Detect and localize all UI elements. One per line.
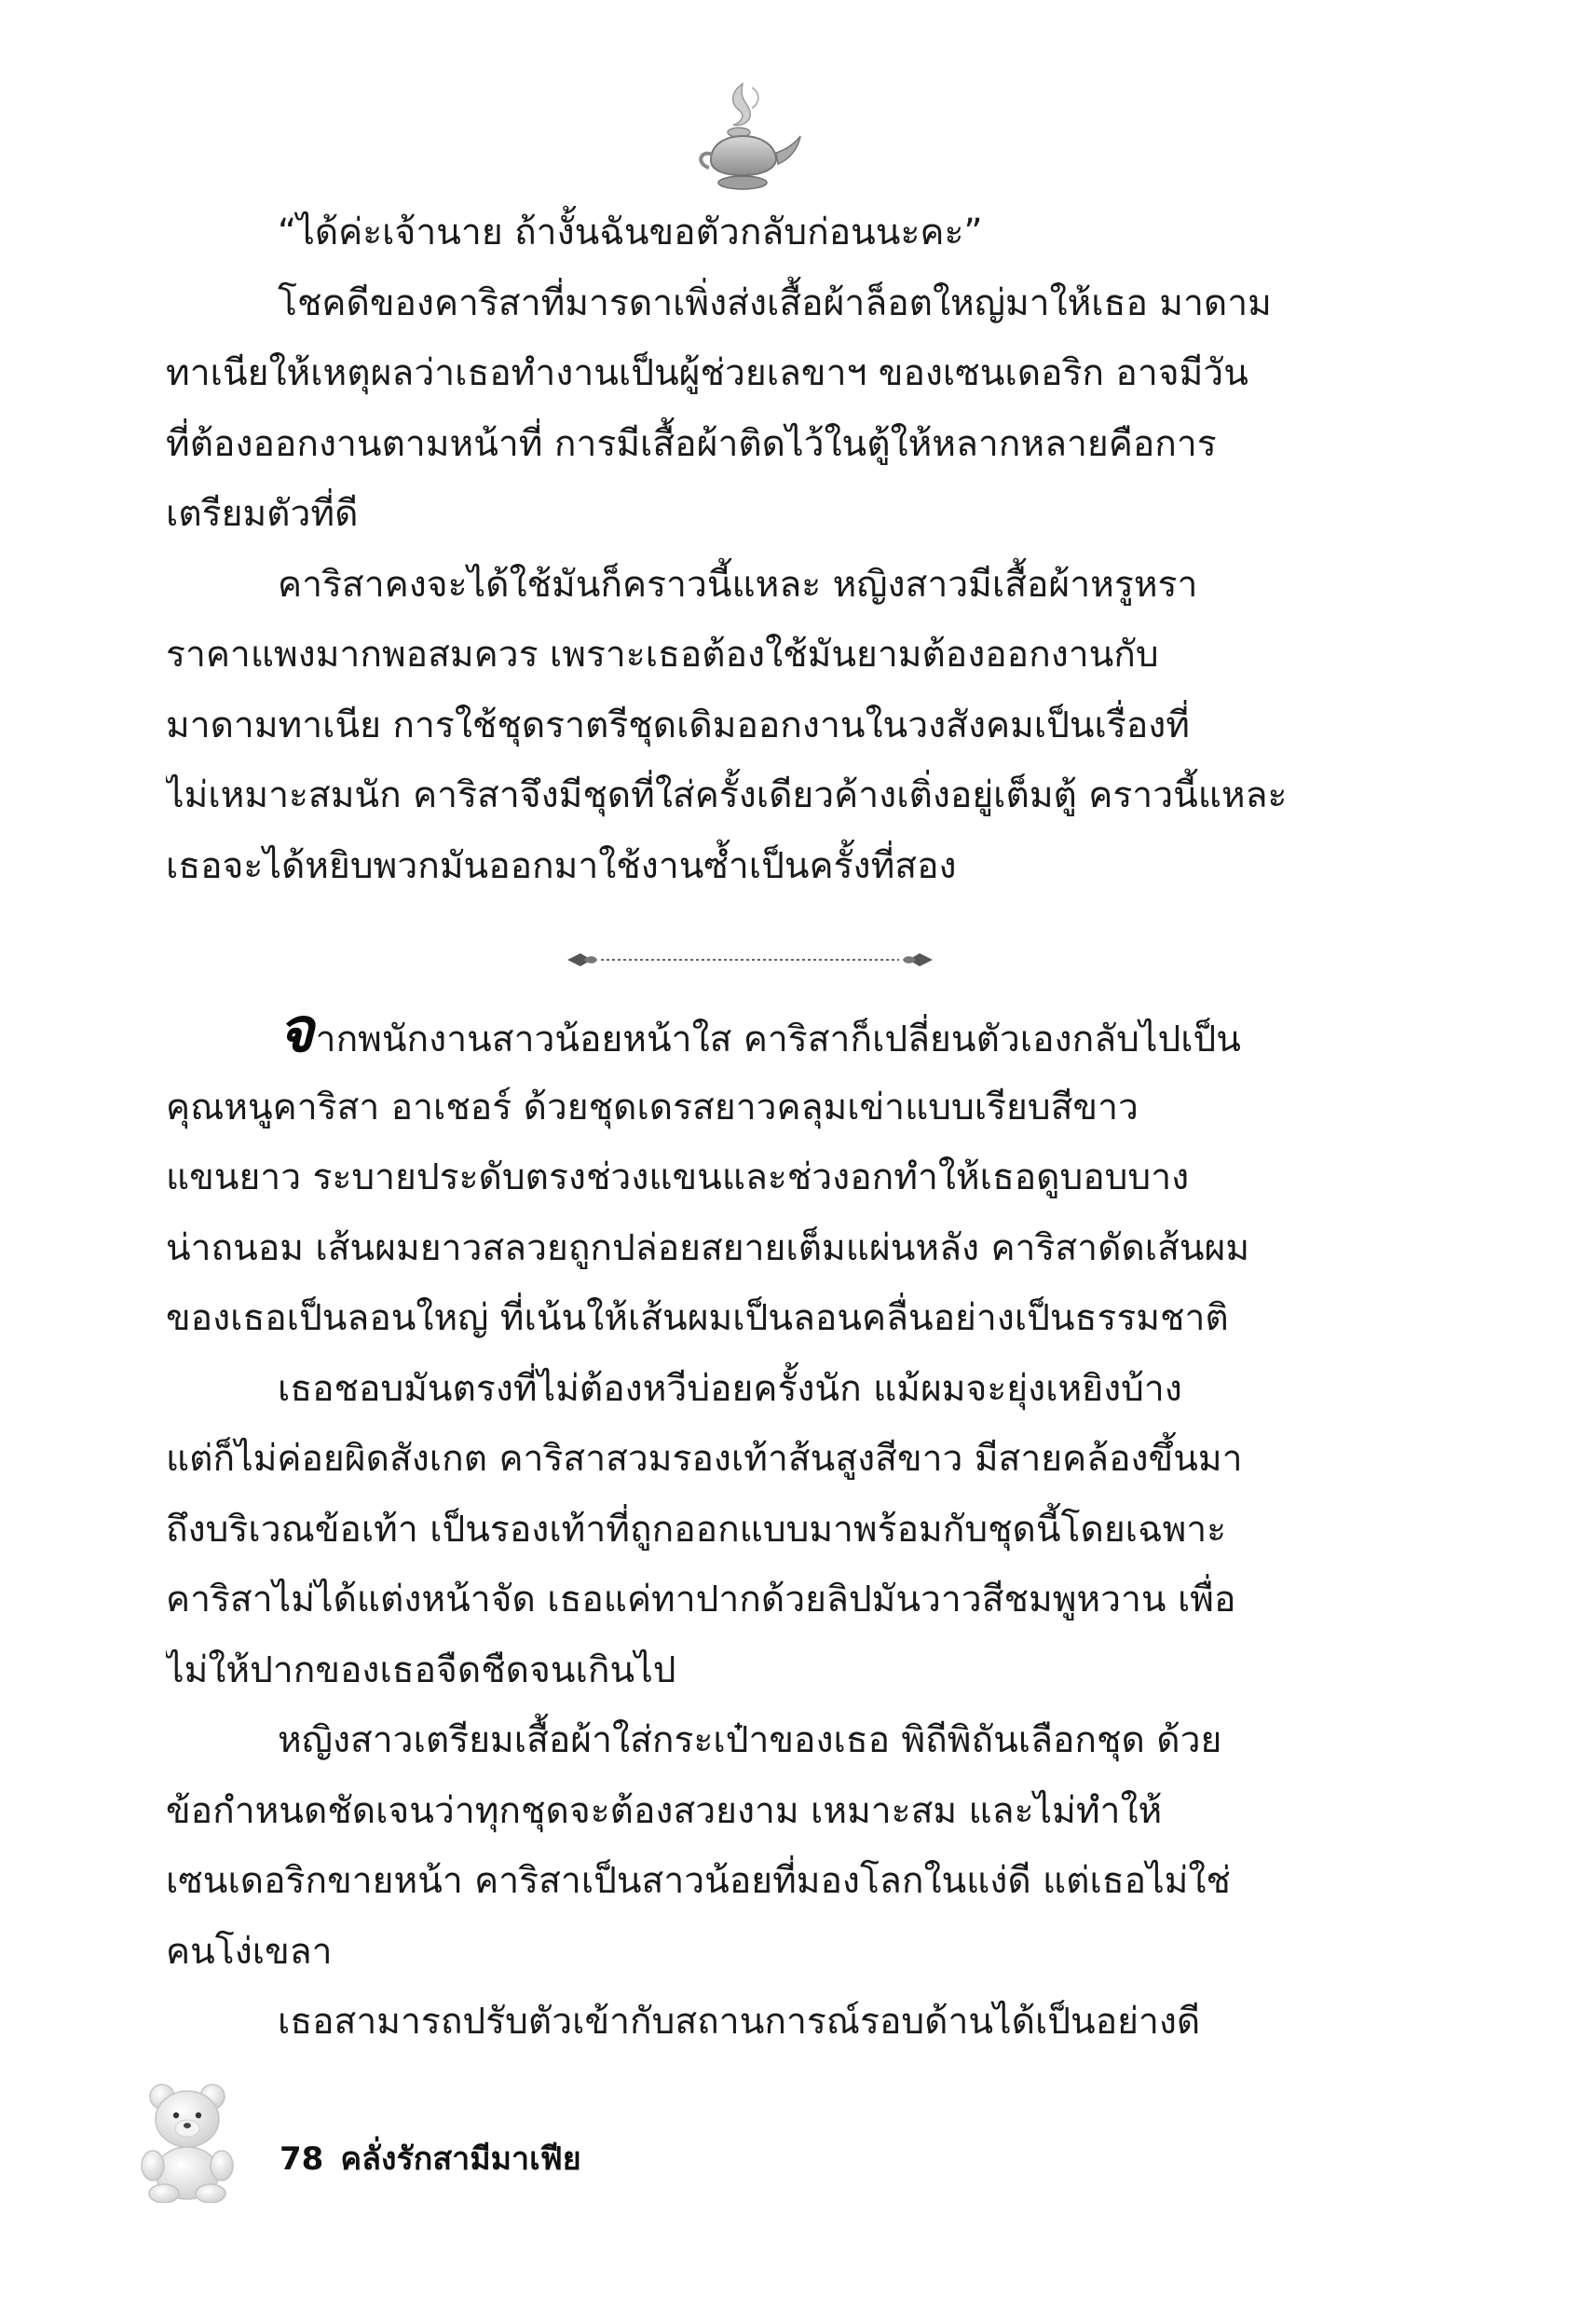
text-line: เตรียมตัวที่ดี xyxy=(166,493,359,535)
text-block-top xyxy=(166,198,1330,901)
ornamental-divider-icon xyxy=(564,948,936,972)
text-line: เธอสามารถปรับตัวเข้ากับสถานการณ์รอบด้านได้เป็นอย่างดี xyxy=(278,2001,1201,2043)
drop-cap: จ xyxy=(278,1002,314,1066)
text-block-bottom xyxy=(166,1002,1330,2058)
text-line: น่าถนอม เส้นผมยาวสลวยถูกปล่อยสยายเต็มแผ่นหลัง คาริสาดัดเส้นผม xyxy=(166,1226,1250,1269)
text-line xyxy=(166,1002,1330,1073)
page-footer xyxy=(280,2136,581,2182)
text-line: คนโง่เขลา xyxy=(166,1930,333,1973)
text-line: คุณหนูคาริสา อาเชอร์ ด้วยชุดเดรสยาวคลุมเข่าแบบเรียบสีขาว xyxy=(166,1086,1139,1128)
text-line: เธอชอบมันตรงที่ไม่ต้องหวีบ่อยครั้งนัก แม้ผมจะยุ่งเหยิงบ้าง xyxy=(278,1367,1182,1410)
genie-lamp-icon xyxy=(685,75,806,205)
first-line-text: ากพนักงานสาวน้อยหน้าใส คาริสาก็เปลี่ยนตัวเองกลับไปเป็น xyxy=(315,1019,1241,1060)
text-line: คาริสาไม่ได้แต่งหน้าจัด เธอแค่ทาปากด้วยลิปมันวาวสีชมพูหวาน เพื่อ xyxy=(166,1579,1236,1620)
text-line: เธอจะได้หยิบพวกมันออกมาใช้งานซ้ำเป็นครั้งที่สอง xyxy=(166,844,957,887)
text-line: ข้อกำหนดชัดเจนว่าทุกชุดจะต้องสวยงาม เหมาะสม และไม่ทำให้ xyxy=(166,1789,1163,1832)
text-line: ของเธอเป็นลอนใหญ่ ที่เน้นให้เส้นผมเป็นลอนคลื่นอย่างเป็นธรรมชาติ xyxy=(166,1297,1229,1339)
text-line: หญิงสาวเตรียมเสื้อผ้าใส่กระเป๋าของเธอ พิถีพิถันเลือกชุด ด้วย xyxy=(278,1719,1222,1761)
text-line: ทาเนียให้เหตุผลว่าเธอทำงานเป็นผู้ช่วยเลขาฯ ของเซนเดอริก อาจมีวัน xyxy=(166,352,1248,394)
text-line: “ได้ค่ะเจ้านาย ถ้างั้นฉันขอตัวกลับก่อนนะคะ” xyxy=(278,212,983,253)
text-line: ถึงบริเวณข้อเท้า เป็นรองเท้าที่ถูกออกแบบมาพร้อมกับชุดนี้โดยเฉพาะ xyxy=(166,1508,1227,1551)
text-line: โชคดีของคาริสาที่มารดาเพิ่งส่งเสื้อผ้าล็อตใหญ่มาให้เธอ มาดาม xyxy=(278,281,1272,324)
page-number: 78 xyxy=(280,2140,324,2178)
text-line: แต่ก็ไม่ค่อยผิดสังเกต คาริสาสวมรองเท้าส้นสูงสีขาว มีสายคล้องขึ้นมา xyxy=(166,1438,1243,1480)
text-line: ไม่เหมาะสมนัก คาริสาจึงมีชุดที่ใส่ครั้งเดียวค้างเติ่งอยู่เต็มตู้ คราวนี้แหละ xyxy=(166,774,1288,816)
text-line: เซนเดอริกขายหน้า คาริสาเป็นสาวน้อยที่มองโลกในแง่ดี แต่เธอไม่ใช่ xyxy=(166,1860,1231,1902)
text-line: มาดามทาเนีย การใช้ชุดราตรีชุดเดิมออกงานในวงสังคมเป็นเรื่องที่ xyxy=(166,704,1190,746)
text-line: แขนยาว ระบายประดับตรงช่วงแขนและช่วงอกทำให้เธอดูบอบบาง xyxy=(166,1156,1190,1198)
text-line: ที่ต้องออกงานตามหน้าที่ การมีเสื้อผ้าติดไว้ในตู้ให้หลากหลายคือการ xyxy=(166,422,1217,465)
text-line: คาริสาคงจะได้ใช้มันก็คราวนี้แหละ หญิงสาวมีเสื้อผ้าหรูหรา xyxy=(278,563,1198,606)
book-title: คลั่งรักสามีมาเฟีย xyxy=(340,2140,581,2178)
text-line: ไม่ให้ปากของเธอจืดชืดจนเกินไป xyxy=(166,1648,676,1691)
teddy-bear-icon xyxy=(132,2080,242,2203)
text-line: ราคาแพงมากพอสมควร เพราะเธอต้องใช้มันยามต้องออกงานกับ xyxy=(166,634,1159,676)
